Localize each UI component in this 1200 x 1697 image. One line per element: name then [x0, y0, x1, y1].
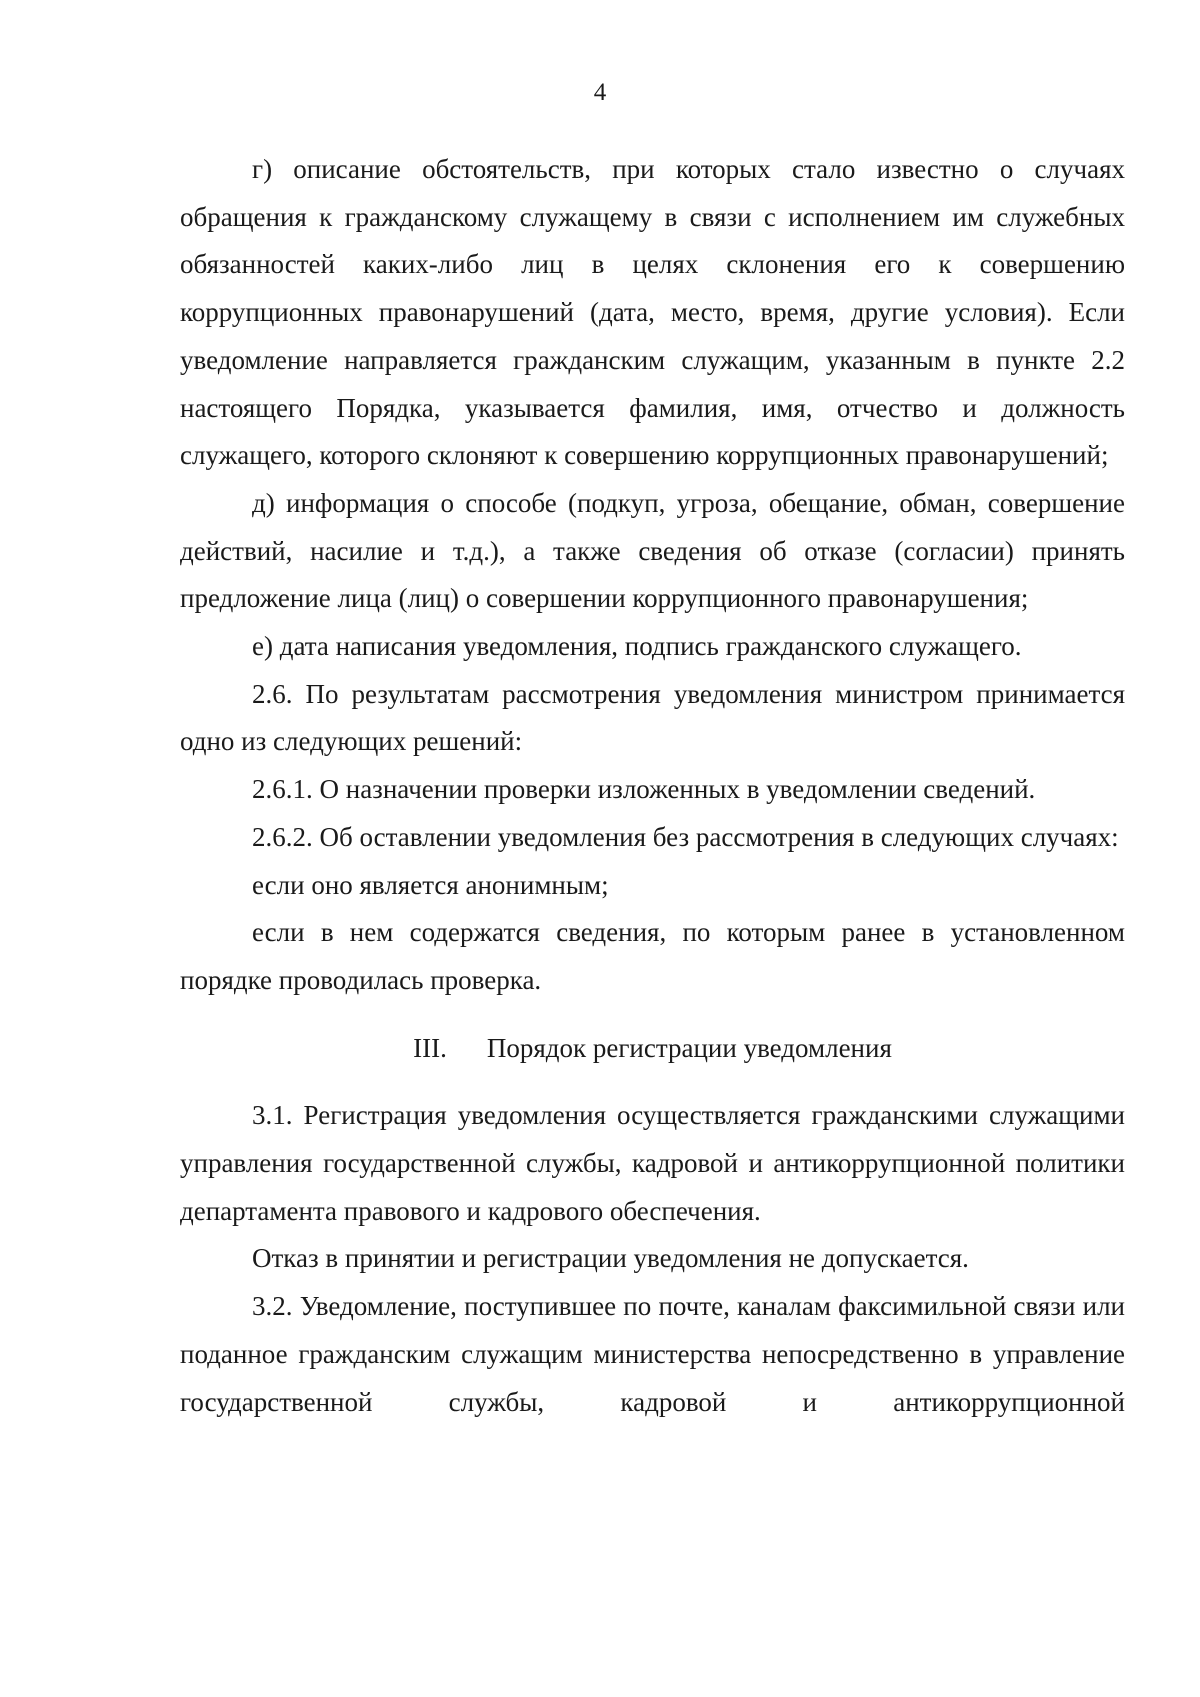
- paragraph-3-1: 3.1. Регистрация уведомления осуществляется гражданскими служащими управления государственной службы, кадровой и антикоррупционной политики департамента правового и кадрового обеспечения.: [180, 1100, 1125, 1226]
- paragraph-d: д) информация о способе (подкуп, угроза, обещание, обман, совершение действий, насилие и т.д.), а также сведения об отказе (согласии) принять предложение лица (лиц) о совершении коррупционного правонарушения;: [180, 487, 1125, 614]
- paragraph-refusal: Отказ в принятии и регистрации уведомления не допускается.: [252, 1243, 969, 1274]
- paragraph-2-6-2: 2.6.2. Об оставлении уведомления без рассмотрения в следующих случаях:: [252, 821, 1119, 852]
- page-number: 4: [593, 79, 607, 106]
- document-body: [180, 146, 1125, 1426]
- paragraph-previous-check-case: если в нем содержатся сведения, по которым ранее в установленном порядке проводилась проверка.: [180, 917, 1125, 995]
- paragraph-e: е) дата написания уведомления, подпись гражданского служащего.: [252, 631, 1022, 662]
- section-title: Порядок регистрации уведомления: [486, 1032, 892, 1063]
- paragraph-anonymous-case: если оно является анонимным;: [252, 869, 609, 900]
- paragraph-2-6: 2.6. По результатам рассмотрения уведомления министром принимается одно из следующих решений:: [180, 678, 1125, 757]
- paragraph-3-2: 3.2. Уведомление, поступившее по почте, каналам факсимильной связи или поданное гражданским служащим министерства непосредственно в управление государственной службы, кадровой и антикоррупционной: [180, 1291, 1125, 1417]
- paragraph-2-6-1: 2.6.1. О назначении проверки изложенных в уведомлении сведений.: [252, 774, 1036, 805]
- paragraph-g: г) описание обстоятельств, при которых стало известно о случаях обращения к гражданскому служащему в связи с исполнением им служебных обязанностей каких-либо лиц в целях склонения его к совершению коррупционных правонарушений (дата, место, время, другие условия). Если уведомление направляется гражданским служащим, указанным в пункте 2.2 настоящего Порядка, указывается фамилия, имя, отчество и должность служащего, которого склоняют к совершению коррупционных правонарушений;: [180, 154, 1125, 471]
- section-number: III.: [413, 1032, 447, 1063]
- section-heading: [180, 1025, 1125, 1073]
